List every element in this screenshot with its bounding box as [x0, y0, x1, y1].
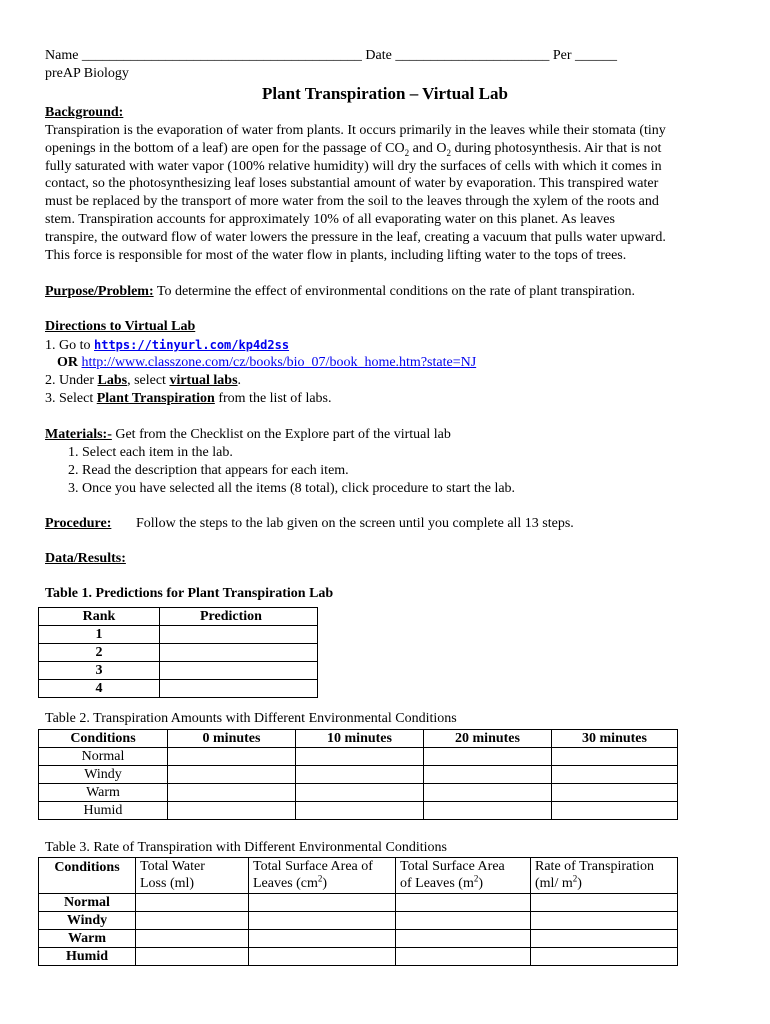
procedure-text: Follow the steps to the lab given on the screen until you complete all 13 steps. — [136, 516, 574, 531]
table-row: Windy — [39, 912, 678, 930]
background-line-7: transpire, the outward flow of water lowers the pressure in the leaf, creating a vacuum that pulls water upward. — [45, 229, 666, 245]
transpiration-amounts-table — [38, 729, 678, 820]
predictions-table — [38, 607, 318, 698]
table-row: Warm — [39, 930, 678, 948]
prediction-cell[interactable] — [160, 644, 318, 662]
table-row: Normal — [39, 748, 678, 766]
background-heading: Background: — [45, 105, 124, 120]
direction-alt-link-line — [57, 354, 476, 372]
table-row: Humid — [39, 948, 678, 966]
data-results-heading: Data/Results: — [45, 551, 126, 566]
table-row: 4 — [39, 680, 318, 698]
procedure-heading: Procedure: — [45, 516, 112, 531]
table3-header-water-loss: Total Water Loss (ml) — [136, 858, 249, 894]
or-label: OR — [57, 355, 78, 370]
table1-caption: Table 1. Predictions for Plant Transpiration Lab — [45, 586, 334, 601]
table-row: 1 — [39, 626, 318, 644]
background-line-4: contact, so the photosynthesizing leaf loses substantial amount of water by evaporation. This transpired water — [45, 176, 659, 192]
materials-line — [45, 426, 451, 444]
table2-header-conditions: Conditions — [39, 730, 168, 748]
table2-header-10min: 10 minutes — [296, 730, 424, 748]
table-row: 2 — [39, 644, 318, 662]
materials-item-3: 3. Once you have selected all the items (8 total), click procedure to start the lab. — [68, 481, 516, 496]
table3-header-area-cm: Total Surface Area of Leaves $(cm^2)$ — [249, 858, 396, 894]
table-row: Normal — [39, 894, 678, 912]
table-row: Windy — [39, 766, 678, 784]
background-line-1: Transpiration is the evaporation of water from plants. It occurs primarily in the leaves while their stomata (tiny — [45, 123, 666, 138]
purpose-line — [45, 283, 635, 301]
direction-step-2: 2. Under Labs, select virtual labs. — [45, 373, 242, 388]
direction-step-3: 3. Select Plant Transpiration from the list of labs. — [45, 391, 332, 406]
materials-heading: Materials:- — [45, 427, 112, 442]
name-date-period-line: Name ________________________________________ Date ______________________ Per ______ — [45, 48, 618, 63]
course-label: preAP Biology — [45, 66, 129, 81]
purpose-heading: Purpose/Problem: — [45, 284, 154, 299]
table3-header-rate: Rate of Transpiration (ml/ $m^2$) — [531, 858, 678, 894]
purpose-text: To determine the effect of environmental conditions on the rate of plant transpiration. — [153, 284, 635, 299]
direction-step-1: 1. Go to https://tinyurl.com/kp4d2ss — [45, 338, 290, 353]
table-row: Warm — [39, 784, 678, 802]
background-line-8: This force is responsible for most of the water flow in plants, including lifting water to the tops of trees. — [45, 247, 627, 263]
table2-caption: Table 2. Transpiration Amounts with Different Environmental Conditions — [45, 711, 457, 726]
directions-heading: Directions to Virtual Lab — [45, 319, 196, 334]
materials-item-2: 2. Read the description that appears for each item. — [68, 463, 349, 478]
prediction-cell[interactable] — [160, 662, 318, 680]
table2-header-20min: 20 minutes — [424, 730, 552, 748]
table-row: 3 — [39, 662, 318, 680]
background-line-6: stem. Transpiration accounts for approximately 10% of all evaporating water on this planet. As leaves — [45, 211, 615, 227]
background-line-3: fully saturated with water vapor (100% relative humidity) will dry the surfaces of cells with which it comes in — [45, 158, 662, 174]
table-row: Humid — [39, 802, 678, 820]
materials-intro: Get from the Checklist on the Explore part of the virtual lab — [111, 427, 451, 442]
table3-header-conditions: Conditions — [39, 858, 136, 894]
materials-item-1: 1. Select each item in the lab. — [68, 445, 233, 460]
table1-header-prediction: Prediction — [160, 608, 318, 626]
page-title: Plant Transpiration – Virtual Lab — [262, 84, 508, 103]
table3-header-area-m: Total Surface Area of Leaves $(m^2)$ — [396, 858, 531, 894]
prediction-cell[interactable] — [160, 680, 318, 698]
table2-header-0min: 0 minutes — [168, 730, 296, 748]
background-paragraph — [45, 122, 725, 264]
background-line-5: must be replaced by the transport of more water from the soil to the leaves through the xylem of the roots and — [45, 194, 659, 210]
classzone-link[interactable]: http://www.classzone.com/cz/books/bio_07/book_home.htm?state=NJ — [81, 355, 477, 370]
transpiration-rate-table — [38, 857, 678, 966]
background-line-2: openings in the bottom of a leaf) are open for the passage of $CO_2$ and $O_2$ during photosynthesis. Air that is not — [45, 140, 662, 158]
table2-header-30min: 30 minutes — [552, 730, 678, 748]
table3-caption: Table 3. Rate of Transpiration with Different Environmental Conditions — [45, 840, 447, 855]
table1-header-rank: Rank — [39, 608, 160, 626]
prediction-cell[interactable] — [160, 626, 318, 644]
tinyurl-link[interactable]: https://tinyurl.com/kp4d2ss — [94, 338, 290, 352]
